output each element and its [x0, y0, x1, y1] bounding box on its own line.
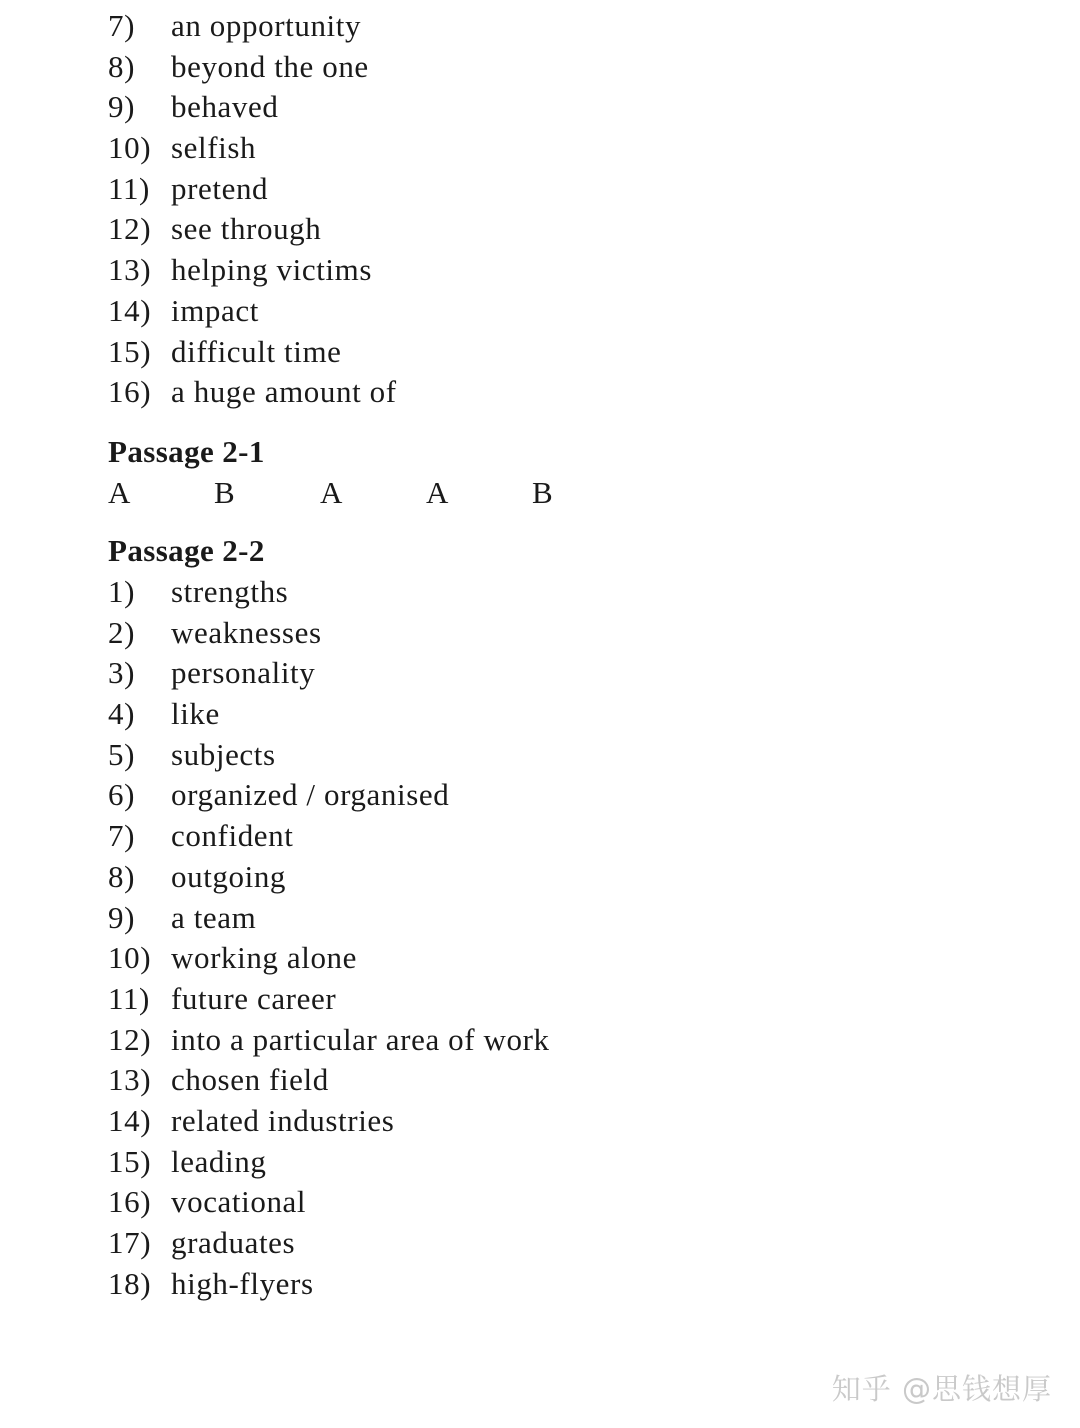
- item-number: 15): [108, 1143, 152, 1179]
- item-number: 13): [108, 1062, 152, 1098]
- list-item: [108, 1142, 550, 1183]
- item-text: impact: [171, 292, 259, 328]
- item-number: 2): [108, 614, 136, 650]
- list-item: [108, 372, 397, 413]
- list-item: [108, 332, 397, 373]
- item-number: 8): [108, 48, 136, 84]
- answer-list-top: [108, 6, 397, 413]
- item-text: helping victims: [171, 252, 373, 288]
- item-number: 4): [108, 696, 136, 732]
- list-item: [108, 1182, 550, 1223]
- item-number: 10): [108, 940, 152, 976]
- list-item: [108, 694, 550, 735]
- list-item: [108, 169, 397, 210]
- list-item: [108, 775, 550, 816]
- item-text: into a particular area of work: [171, 1021, 550, 1057]
- list-item: [108, 47, 397, 88]
- passage-2-2-heading: Passage 2-2: [108, 533, 265, 568]
- item-text: personality: [171, 655, 316, 691]
- item-text: weaknesses: [171, 614, 322, 650]
- list-item: [108, 6, 397, 47]
- item-text: related industries: [171, 1102, 395, 1138]
- item-text: vocational: [171, 1184, 307, 1220]
- item-text: difficult time: [171, 333, 342, 369]
- list-item: [108, 250, 397, 291]
- list-item: [108, 816, 550, 857]
- item-number: 9): [108, 899, 136, 935]
- item-text: a team: [171, 899, 257, 935]
- list-item: [108, 857, 550, 898]
- item-text: behaved: [171, 89, 279, 125]
- item-number: 15): [108, 333, 152, 369]
- item-number: 9): [108, 89, 136, 125]
- list-item: [108, 209, 397, 250]
- item-text: see through: [171, 211, 322, 247]
- item-text: outgoing: [171, 858, 287, 894]
- item-number: 11): [108, 170, 150, 206]
- item-number: 17): [108, 1225, 152, 1260]
- watermark: 知乎 @思钱想厚: [831, 1372, 1052, 1406]
- item-number: 11): [108, 980, 150, 1016]
- item-number: 5): [108, 736, 136, 772]
- list-item: [108, 1101, 550, 1142]
- item-text: strengths: [171, 574, 289, 609]
- item-number: 8): [108, 858, 136, 894]
- item-number: 18): [108, 1265, 152, 1301]
- list-item: [108, 979, 550, 1020]
- answer-letter: B: [214, 475, 235, 510]
- list-item: [108, 653, 550, 694]
- item-number: 10): [108, 130, 152, 166]
- item-text: working alone: [171, 940, 358, 976]
- item-number: 14): [108, 292, 152, 328]
- item-text: confident: [171, 818, 294, 854]
- list-item: [108, 87, 397, 128]
- list-item: [108, 938, 550, 979]
- list-item: [108, 898, 550, 939]
- answer-letter: A: [426, 475, 449, 510]
- item-number: 12): [108, 1021, 152, 1057]
- item-number: 3): [108, 655, 136, 691]
- item-text: selfish: [171, 130, 257, 166]
- answer-letter: A: [320, 475, 343, 510]
- list-item: [108, 1223, 550, 1264]
- list-item: [108, 291, 397, 332]
- item-text: future career: [171, 980, 337, 1016]
- item-number: 16): [108, 1184, 152, 1220]
- item-number: 12): [108, 211, 152, 247]
- item-number: 7): [108, 818, 136, 854]
- item-number: 16): [108, 374, 152, 410]
- item-text: chosen field: [171, 1062, 329, 1098]
- list-item: [108, 735, 550, 776]
- item-text: beyond the one: [171, 48, 369, 84]
- item-text: pretend: [171, 170, 269, 206]
- list-item: [108, 128, 397, 169]
- item-number: 6): [108, 777, 136, 813]
- item-text: like: [171, 696, 220, 732]
- passage-2-1-heading: Passage 2-1: [108, 434, 265, 469]
- item-text: an opportunity: [171, 8, 362, 43]
- passage-2-2-list: [108, 572, 550, 1304]
- item-number: 13): [108, 252, 152, 288]
- item-text: organized / organised: [171, 777, 450, 813]
- answer-letter: A: [108, 475, 131, 510]
- passage-2-1-answers: [108, 473, 608, 513]
- list-item: [108, 1060, 550, 1101]
- item-text: graduates: [171, 1225, 296, 1260]
- list-item: [108, 572, 550, 613]
- list-item: [108, 1264, 550, 1305]
- item-text: a huge amount of: [171, 374, 397, 410]
- item-text: high-flyers: [171, 1265, 314, 1301]
- item-number: 1): [108, 574, 136, 609]
- item-text: leading: [171, 1143, 267, 1179]
- answer-letter: B: [532, 475, 553, 510]
- item-text: subjects: [171, 736, 276, 772]
- list-item: [108, 1020, 550, 1061]
- item-number: 7): [108, 8, 136, 43]
- list-item: [108, 613, 550, 654]
- item-number: 14): [108, 1102, 152, 1138]
